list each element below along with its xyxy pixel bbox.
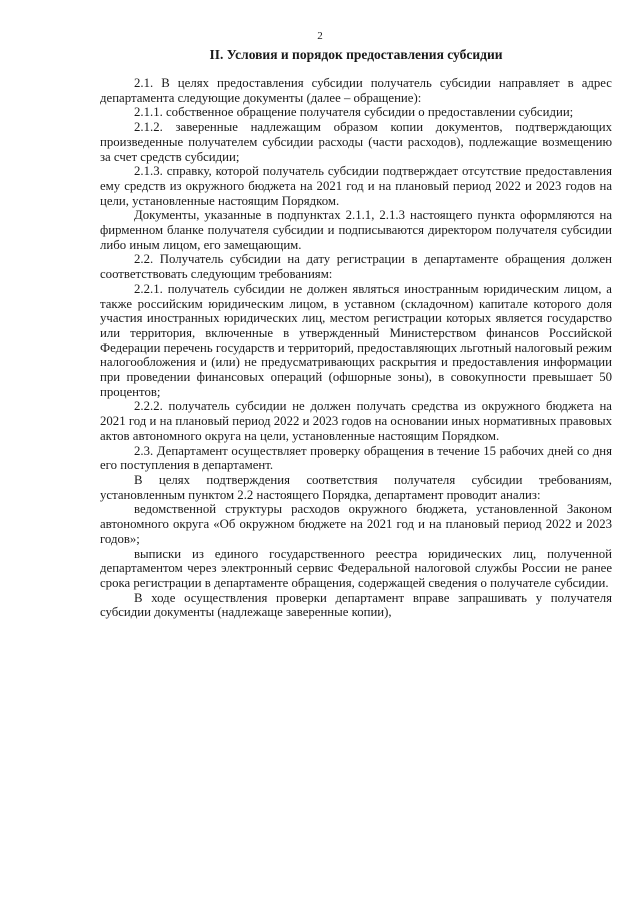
paragraph-2-2-1: 2.2.1. получатель субсидии не должен являться иностранным юридическим лицом, а также российским юридическим лицом, в уставном (складочном) капитале которого доля участия иностранных юридических лиц, местом регистрации которых является государство или территория, включенные в утвержденный Министерством финансов Российской Федерации перечень государств и территорий, предоставляющих льготный налоговый режим налогообложения и (или) не предусматривающих раскрытия и предоставления информации при проведении финансовых операций (офшорные зоны), в совокупности превышает 50 процентов;: [100, 281, 612, 399]
paragraph-verification: В целях подтверждения соответствия получателя субсидии требованиям, установленным пунктом 2.2 настоящего Порядка, департамент проводит анализ:: [100, 472, 612, 502]
paragraph-registry-extract: выписки из единого государственного реестра юридических лиц, полученной департаментом через электронный сервис Федеральной налоговой службы России не ранее срока регистрации в департаменте обращения, содержащей сведения о получателе субсидии.: [100, 546, 612, 590]
section-title: II. Условия и порядок предоставления субсидии: [209, 47, 503, 62]
paragraph-budget-structure: ведомственной структуры расходов окружного бюджета, установленной Законом автономного округа «Об окружном бюджете на 2021 год и на плановый период 2022 и 2023 годов»;: [100, 502, 612, 546]
paragraph-2-1-3: 2.1.3. справку, которой получатель субсидии подтверждает отсутствие предоставления ему средств из окружного бюджета на 2021 год и на плановый период 2022 и 2023 годов на цели, установленные настоящим Порядком.: [100, 164, 612, 208]
paragraph-2-3: 2.3. Департамент осуществляет проверку обращения в течение 15 рабочих дней со дня его поступления в департамент.: [100, 443, 612, 473]
paragraph-documents-note: Документы, указанные в подпунктах 2.1.1, 2.1.3 настоящего пункта оформляются на фирменном бланке получателя субсидии и подписываются директором получателя субсидии либо иным лицом, его замещающим.: [100, 208, 612, 252]
body-text: [100, 76, 612, 620]
paragraph-2-1-2: 2.1.2. заверенные надлежащим образом копии документов, подтверждающих произведенные получателем субсидии расходы (части расходов), подлежащие возмещению за счет средств субсидии;: [100, 120, 612, 164]
paragraph-document-request: В ходе осуществления проверки департамент вправе запрашивать у получателя субсидии документы (надлежаще заверенные копии),: [100, 590, 612, 620]
paragraph-2-2-2: 2.2.2. получатель субсидии не должен получать средства из окружного бюджета на 2021 год и на плановый период 2022 и 2023 годов на основании иных нормативных правовых актов автономного округа на цели, установленные настоящим Порядком.: [100, 399, 612, 443]
paragraph-2-1-1: 2.1.1. собственное обращение получателя субсидии о предоставлении субсидии;: [134, 105, 574, 120]
page-number: 2: [317, 30, 323, 42]
paragraph-2-2: 2.2. Получатель субсидии на дату регистрации в департаменте обращения должен соответствовать следующим требованиям:: [100, 252, 612, 282]
paragraph-2-1: 2.1. В целях предоставления субсидии получатель субсидии направляет в адрес департамента следующие документы (далее – обращение):: [100, 76, 612, 105]
